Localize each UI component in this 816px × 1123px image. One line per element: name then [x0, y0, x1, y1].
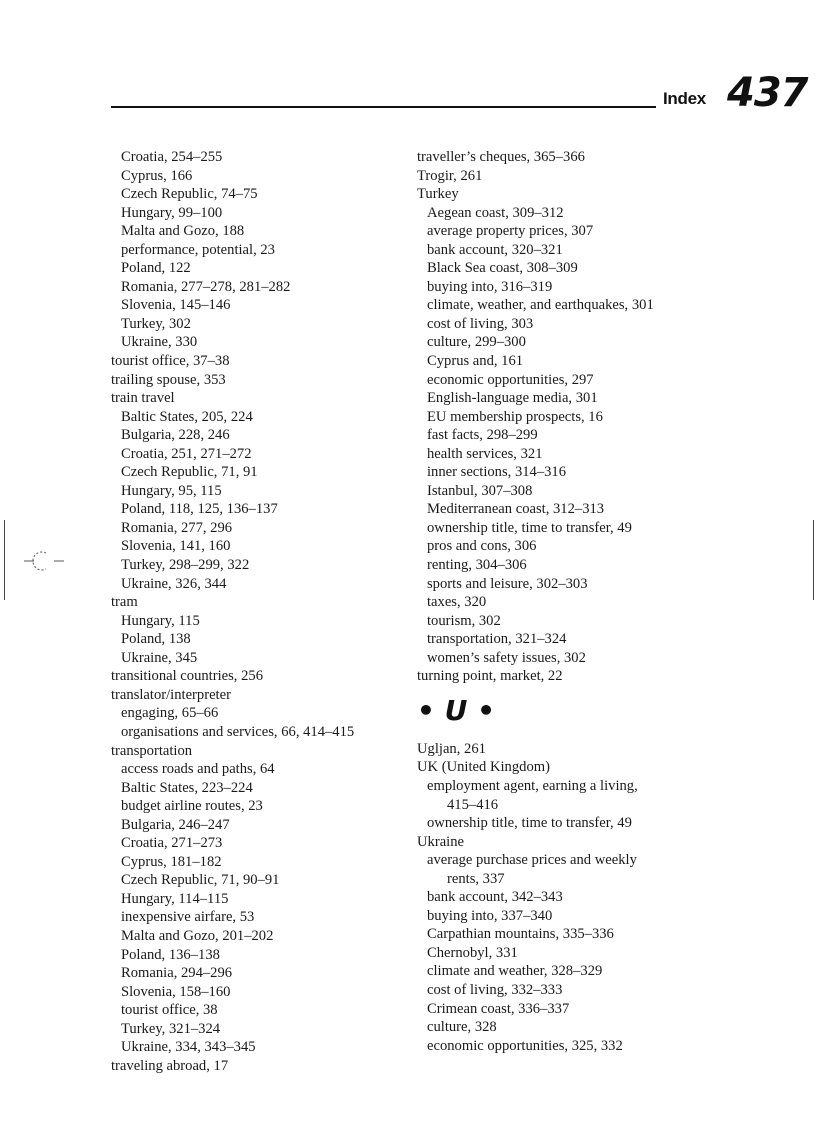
index-column-left: [111, 148, 401, 1075]
index-subentry: Ukraine, 345: [121, 649, 198, 666]
index-entry: traveller’s cheques, 365–366: [417, 149, 585, 165]
index-subentry: budget airline routes, 23: [121, 798, 263, 815]
index-subentry: access roads and paths, 64: [121, 761, 275, 778]
section-letter-heading: • U •: [417, 693, 496, 727]
index-subentry: pros and cons, 306: [427, 538, 537, 555]
index-subentry: tourism, 302: [427, 612, 501, 629]
index-subentry: Crimean coast, 336–337: [427, 1000, 570, 1017]
index-subentry: bank account, 342–343: [427, 889, 563, 906]
index-subentry: buying into, 316–319: [427, 278, 553, 295]
index-section-u: [417, 740, 707, 1055]
index-subentry: Malta and Gozo, 188: [121, 223, 245, 240]
index-subentry: EU membership prospects, 16: [427, 408, 603, 425]
right-margin-line: [813, 520, 814, 600]
index-subentry: Hungary, 95, 115: [121, 482, 222, 499]
index-entry: Turkey: [417, 186, 459, 203]
index-subentry: Cyprus, 166: [121, 167, 193, 184]
index-subentry: rents, 337: [447, 870, 505, 887]
index-subentry: 415–416: [447, 796, 499, 813]
index-subentry: Istanbul, 307–308: [427, 482, 533, 499]
index-subentry: Cyprus, 181–182: [121, 853, 222, 870]
index-subentry: performance, potential, 23: [121, 241, 275, 258]
index-entry: trailing spouse, 353: [111, 371, 226, 388]
index-subentry: sports and leisure, 302–303: [427, 575, 588, 592]
index-subentry: Black Sea coast, 308–309: [427, 260, 578, 277]
index-subentry: Czech Republic, 71, 90–91: [121, 872, 280, 889]
index-subentry: Turkey, 298–299, 322: [121, 557, 250, 574]
index-subentry: Baltic States, 223–224: [121, 779, 253, 796]
index-subentry: Croatia, 271–273: [121, 835, 223, 852]
index-subentry: renting, 304–306: [427, 557, 527, 574]
index-subentry: Ukraine, 334, 343–345: [121, 1039, 256, 1056]
index-subentry: Romania, 277, 296: [121, 519, 233, 536]
index-subentry: average property prices, 307: [427, 223, 594, 240]
index-entry: train travel: [111, 390, 175, 407]
index-entry: traveling abroad, 17: [111, 1057, 229, 1074]
index-subentry: engaging, 65–66: [121, 705, 219, 722]
crop-mark-icon: [24, 548, 66, 574]
running-header: Index: [663, 89, 706, 108]
index-entry: tourist office, 37–38: [111, 353, 230, 370]
index-subentry: economic opportunities, 297: [427, 371, 594, 388]
index-subentry: Mediterranean coast, 312–313: [427, 501, 605, 518]
index-subentry: Slovenia, 141, 160: [121, 538, 231, 555]
index-subentry: Hungary, 114–115: [121, 890, 229, 907]
index-entry: turning point, market, 22: [417, 668, 563, 685]
index-entry: Ukraine: [417, 833, 465, 850]
index-entry: Trogir, 261: [417, 167, 483, 184]
index-subentry: taxes, 320: [427, 594, 487, 611]
index-subentry: tourist office, 38: [121, 1002, 218, 1019]
index-subentry: health services, 321: [427, 445, 543, 462]
index-subentry: Romania, 294–296: [121, 965, 233, 982]
index-entry: transportation: [111, 742, 193, 759]
index-subentry: Hungary, 115: [121, 612, 200, 629]
index-subentry: Bulgaria, 246–247: [121, 816, 230, 833]
index-section-t: [417, 148, 707, 686]
header-rule: [111, 106, 656, 108]
index-subentry: Romania, 277–278, 281–282: [121, 278, 291, 295]
index-subentry: Slovenia, 158–160: [121, 983, 231, 1000]
index-column-right: [417, 148, 707, 1055]
index-subentry: inexpensive airfare, 53: [121, 909, 255, 926]
index-subentry: ownership title, time to transfer, 49: [427, 815, 632, 832]
index-subentry: economic opportunities, 325, 332: [427, 1037, 623, 1054]
index-entry: Ugljan, 261: [417, 740, 486, 757]
index-subentry: Ukraine, 330: [121, 334, 198, 351]
index-entry: UK (United Kingdom): [417, 759, 550, 776]
index-subentry: Slovenia, 145–146: [121, 297, 231, 314]
index-subentry: Malta and Gozo, 201–202: [121, 927, 274, 944]
index-subentry: women’s safety issues, 302: [427, 649, 586, 666]
left-margin-line: [4, 520, 5, 600]
index-subentry: Turkey, 321–324: [121, 1020, 221, 1037]
index-entry: transitional countries, 256: [111, 668, 263, 685]
index-subentry: buying into, 337–340: [427, 907, 553, 924]
index-subentry: employment agent, earning a living,: [427, 777, 638, 794]
index-subentry: bank account, 320–321: [427, 241, 563, 258]
index-subentry: average purchase prices and weekly: [427, 852, 637, 869]
index-subentry: transportation, 321–324: [427, 631, 567, 648]
index-subentry: fast facts, 298–299: [427, 427, 538, 444]
index-subentry: Czech Republic, 74–75: [121, 186, 258, 203]
index-subentry: Aegean coast, 309–312: [427, 204, 564, 221]
index-subentry: Poland, 122: [121, 260, 191, 277]
index-subentry: Chernobyl, 331: [427, 944, 518, 961]
index-subentry: Cyprus and, 161: [427, 353, 524, 370]
index-subentry: culture, 299–300: [427, 334, 526, 351]
index-subentry: organisations and services, 66, 414–415: [121, 723, 355, 740]
index-subentry: Croatia, 254–255: [121, 149, 223, 165]
index-subentry: Baltic States, 205, 224: [121, 408, 253, 425]
index-subentry: Poland, 138: [121, 631, 191, 648]
index-entry: tram: [111, 594, 138, 611]
index-subentry: Ukraine, 326, 344: [121, 575, 227, 592]
index-subentry: culture, 328: [427, 1019, 497, 1036]
index-subentry: Carpathian mountains, 335–336: [427, 926, 614, 943]
index-subentry: Turkey, 302: [121, 315, 191, 332]
index-subentry: ownership title, time to transfer, 49: [427, 519, 632, 536]
index-subentry: Czech Republic, 71, 91: [121, 464, 258, 481]
index-subentry: Croatia, 251, 271–272: [121, 445, 252, 462]
index-subentry: Hungary, 99–100: [121, 204, 223, 221]
index-subentry: Poland, 136–138: [121, 946, 220, 963]
index-subentry: cost of living, 303: [427, 315, 534, 332]
index-subentry: English-language media, 301: [427, 390, 598, 407]
index-subentry: Bulgaria, 228, 246: [121, 427, 230, 444]
index-entry: translator/interpreter: [111, 686, 231, 703]
index-subentry: inner sections, 314–316: [427, 464, 567, 481]
index-subentry: climate, weather, and earthquakes, 301: [427, 297, 654, 314]
page-number: 437: [727, 70, 808, 116]
index-subentry: cost of living, 332–333: [427, 981, 563, 998]
index-subentry: climate and weather, 328–329: [427, 963, 603, 980]
index-subentry: Poland, 118, 125, 136–137: [121, 501, 278, 518]
